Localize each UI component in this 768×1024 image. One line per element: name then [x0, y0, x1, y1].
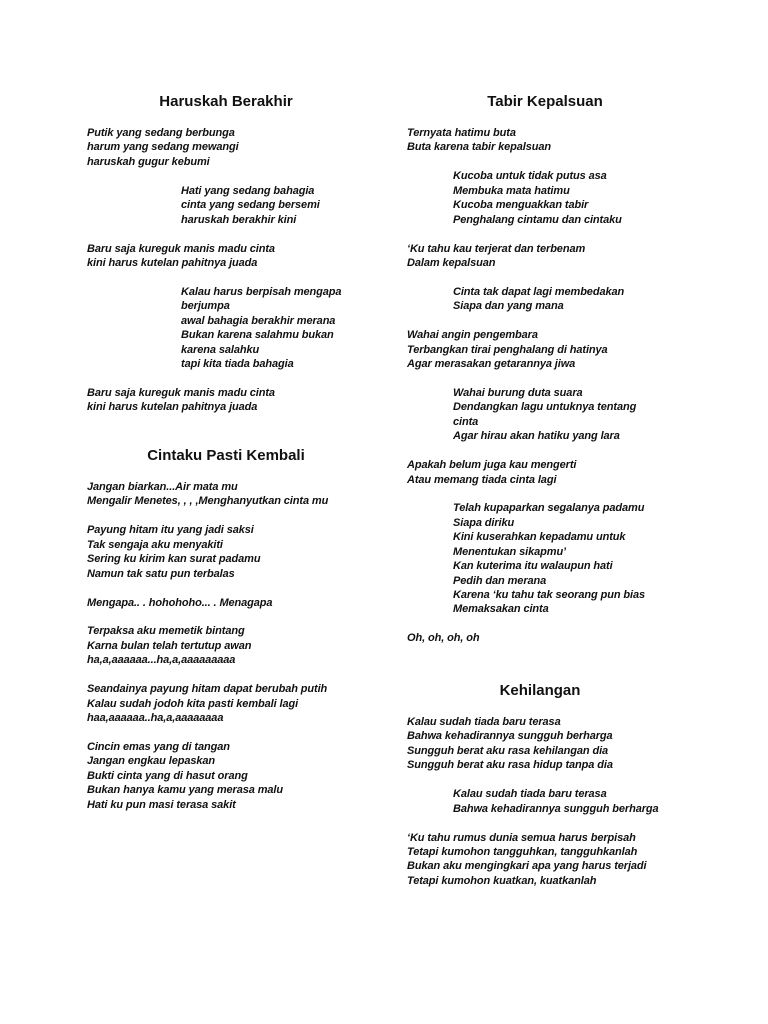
lyric-line: harum yang sedang mewangi	[87, 141, 239, 154]
lyric-line: Karena ‘ku tahu tak seorang pun bias	[453, 589, 646, 601]
stanza	[87, 285, 365, 372]
lyric-line: cinta yang sedang bersemi	[181, 199, 320, 212]
song-lyrics	[407, 126, 683, 646]
stanza	[87, 242, 365, 271]
stanza	[407, 386, 683, 444]
lyric-line: Telah kupaparkan segalanya padamu	[453, 502, 645, 515]
lyric-line: Kucoba menguakkan tabir	[453, 199, 589, 212]
lyric-line: kini harus kutelan pahitnya juada	[87, 401, 258, 414]
stanza	[87, 386, 365, 415]
lyric-line: Jangan biarkan...Air mata mu	[87, 481, 238, 493]
stanza	[87, 523, 365, 581]
stanza	[87, 596, 365, 610]
stanza	[407, 169, 683, 227]
song-title: Cintaku Pasti Kembali	[147, 447, 305, 464]
lyric-line: karena salahku	[181, 343, 260, 356]
song-title: Haruskah Berakhir	[159, 93, 293, 110]
lyric-line: berjumpa	[181, 300, 230, 313]
lyric-line: Buta karena tabir kepalsuan	[407, 141, 552, 154]
lyric-line: Seandainya payung hitam dapat berubah putih	[87, 683, 328, 696]
lyric-line: Bukti cinta yang di hasut orang	[87, 769, 248, 782]
lyric-line: Memaksakan cinta	[453, 603, 549, 616]
lyric-line: Payung hitam itu yang jadi saksi	[87, 524, 254, 537]
lyric-line: Wahai burung duta suara	[453, 386, 583, 399]
stanza	[87, 740, 365, 812]
stanza	[87, 480, 365, 509]
lyric-line: kini harus kutelan pahitnya juada	[87, 256, 258, 269]
lyric-line: Bukan aku mengingkari apa yang harus terjadi	[407, 860, 647, 873]
lyric-line: Kalau sudah tiada baru terasa	[407, 716, 561, 728]
lyric-line: haruskah berakhir kini	[181, 213, 297, 226]
lyric-line: Sungguh berat aku rasa kehilangan dia	[407, 744, 609, 757]
lyric-line: awal bahagia berakhir merana	[181, 314, 336, 327]
lyric-line: Sering ku kirim kan surat padamu	[87, 553, 261, 566]
song-cintaku-pasti-kembali	[87, 446, 365, 827]
stanza	[407, 285, 683, 314]
stanza	[407, 631, 683, 645]
lyric-line: Siapa dan yang mana	[453, 300, 564, 313]
stanza	[407, 242, 683, 271]
song-lyrics	[87, 126, 365, 415]
stanza	[407, 715, 673, 773]
stanza	[407, 328, 683, 371]
lyric-line: Kalau sudah tiada baru terasa	[453, 788, 607, 801]
stanza	[87, 126, 365, 169]
lyric-line: Wahai angin pengembara	[407, 329, 538, 342]
stanza	[407, 458, 683, 487]
song-haruskah-berakhir	[87, 92, 365, 429]
lyric-line: haa,aaaaaa..ha,a,aaaaaaaa	[87, 712, 224, 724]
lyric-line: Tetapi kumohon tangguhkan, tangguhkanlah	[407, 845, 638, 858]
lyric-line: Tetapi kumohon kuatkan, kuatkanlah	[407, 874, 597, 887]
lyric-line: Tak sengaja aku menyakiti	[87, 538, 223, 551]
stanza	[407, 831, 673, 889]
lyric-line: Cincin emas yang di tangan	[87, 740, 230, 753]
lyric-line: Menentukan sikapmu’	[453, 545, 567, 558]
lyric-line: Penghalang cintamu dan cintaku	[453, 213, 622, 226]
lyric-line: Atau memang tiada cinta lagi	[407, 473, 557, 486]
lyric-line: ‘Ku tahu kau terjerat dan terbenam	[407, 242, 586, 255]
lyric-line: Agar hirau akan hatiku yang lara	[453, 430, 620, 443]
lyric-line: Kan kuterima itu walaupun hati	[453, 560, 613, 573]
lyric-line: Siapa diriku	[453, 516, 515, 529]
lyric-line: haruskah gugur kebumi	[87, 155, 210, 168]
lyric-line: Agar merasakan getarannya jiwa	[407, 358, 576, 370]
song-title: Kehilangan	[499, 682, 581, 699]
lyric-line: Dalam kepalsuan	[407, 256, 496, 269]
lyric-line: Sungguh berat aku rasa hidup tanpa dia	[407, 759, 613, 772]
lyric-line: Bukan hanya kamu yang merasa malu	[87, 784, 284, 797]
song-lyrics	[87, 480, 365, 812]
stanza	[407, 501, 683, 617]
lyric-line: Mengapa.. . hohohoho... . Menagapa	[87, 596, 273, 609]
lyric-line: ‘Ku tahu rumus dunia semua harus berpisah	[407, 831, 636, 844]
song-tabir-kepalsuan	[407, 92, 683, 660]
lyric-line: Kucoba untuk tidak putus asa	[453, 170, 607, 183]
stanza	[407, 126, 683, 155]
lyric-line: Baru saja kureguk manis madu cinta	[87, 386, 275, 399]
lyric-line: Namun tak satu pun terbalas	[87, 567, 235, 580]
lyric-line: Ternyata hatimu buta	[407, 127, 516, 139]
lyric-line: Putik yang sedang berbunga	[87, 127, 235, 139]
stanza	[87, 184, 365, 227]
song-lyrics	[407, 715, 673, 888]
lyric-line: Dendangkan lagu untuknya tentang	[453, 401, 637, 414]
lyric-line: Membuka mata hatimu	[453, 184, 570, 197]
lyric-line: cinta	[453, 415, 479, 428]
lyric-line: Baru saja kureguk manis madu cinta	[87, 242, 275, 255]
lyric-line: Kalau harus berpisah mengapa	[181, 285, 342, 298]
stanza	[87, 682, 365, 725]
lyric-line: Kini kuserahkan kepadamu untuk	[453, 531, 626, 544]
lyric-line: Bahwa kehadirannya sungguh berharga	[453, 802, 659, 815]
lyric-line: Cinta tak dapat lagi membedakan	[453, 285, 625, 298]
lyric-line: Bukan karena salahmu bukan	[181, 329, 334, 342]
song-title: Tabir Kepalsuan	[487, 93, 603, 110]
stanza	[87, 624, 365, 667]
lyric-line: Mengalir Menetes, , , ,Menghanyutkan cinta mu	[87, 495, 329, 508]
lyric-line: ha,a,aaaaaa...ha,a,aaaaaaaaa	[87, 654, 236, 667]
lyric-line: Apakah belum juga kau mengerti	[407, 459, 577, 472]
lyric-line: Pedih dan merana	[453, 574, 547, 587]
lyric-line: Bahwa kehadirannya sungguh berharga	[407, 730, 613, 743]
lyric-line: Hati ku pun masi terasa sakit	[87, 798, 236, 811]
lyric-line: Terpaksa aku memetik bintang	[87, 625, 245, 638]
lyric-line: Jangan engkau lepaskan	[87, 755, 216, 768]
lyric-line: Hati yang sedang bahagia	[181, 184, 315, 197]
lyric-line: Karna bulan telah tertutup awan	[87, 639, 252, 652]
stanza	[407, 787, 673, 816]
lyric-line: Oh, oh, oh, oh	[407, 632, 480, 645]
song-kehilangan	[407, 681, 673, 903]
lyric-line: tapi kita tiada bahagia	[181, 358, 294, 370]
lyric-line: Terbangkan tirai penghalang di hatinya	[407, 343, 608, 356]
lyric-line: Kalau sudah jodoh kita pasti kembali lagi	[87, 697, 299, 710]
